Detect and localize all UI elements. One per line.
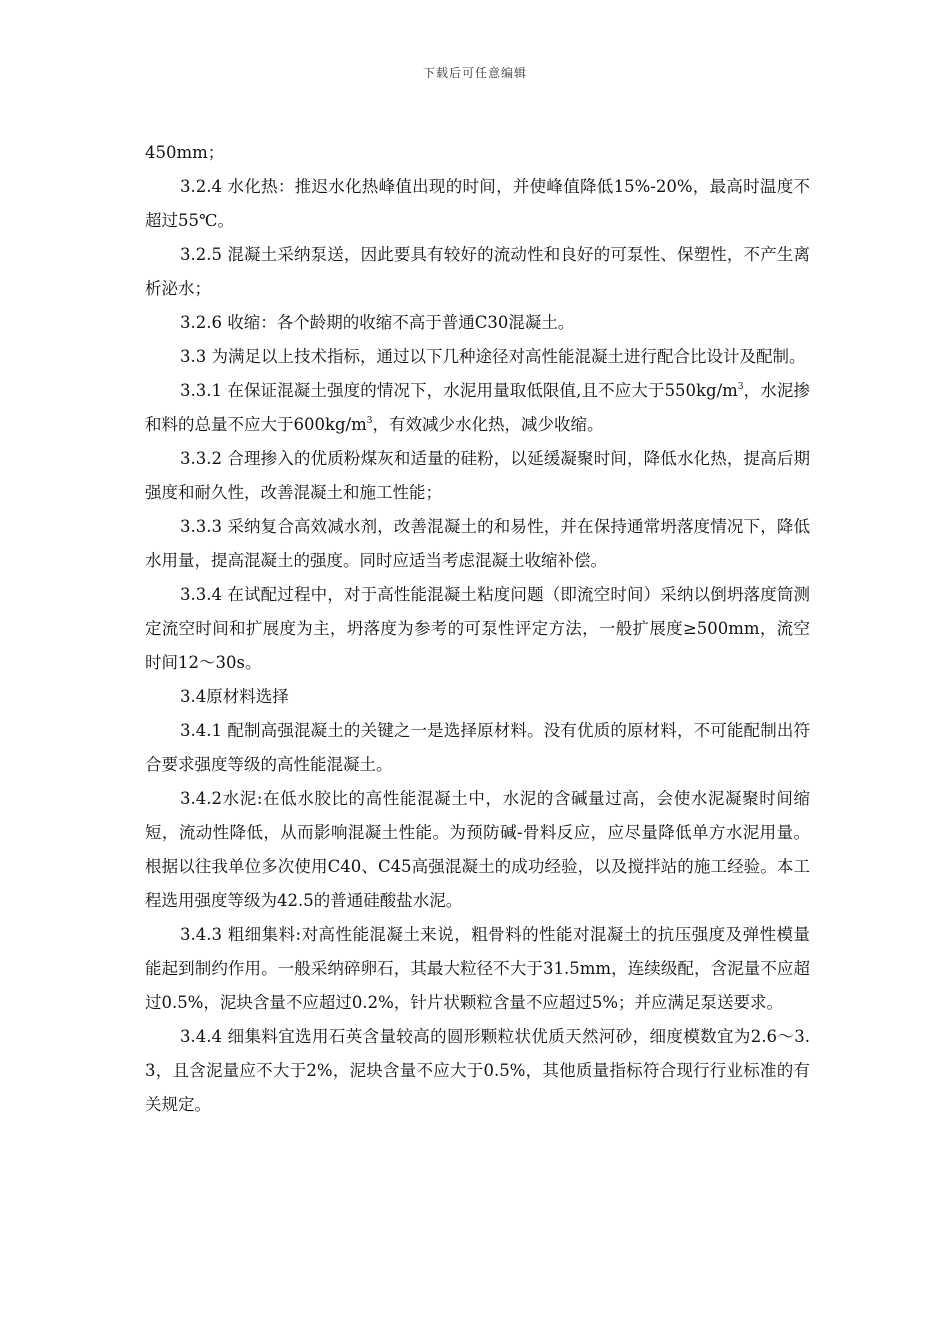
paragraph-3-3-4: 3.3.4 在试配过程中，对于高性能混凝土粘度问题（即流空时间）采纳以倒坍落度筒测定流空时间和扩展度为主，坍落度为参考的可泵性评定方法，一般扩展度≥500mm，流空时间12～30s。 <box>145 585 810 672</box>
paragraph-3-3-1 <box>145 374 810 442</box>
paragraph-3-4-1: 3.4.1 配制高强混凝土的关键之一是选择原材料。没有优质的原材料，不可能配制出符合要求强度等级的高性能混凝土。 <box>145 721 810 774</box>
paragraph-3-2-5: 3.2.5 混凝土采纳泵送，因此要具有较好的流动性和良好的可泵性、保塑性，不产生离析泌水； <box>145 245 810 298</box>
page-header: 下载后可任意编辑 <box>422 66 527 80</box>
paragraph-3-3-1-part-c: ，有效减少水化热，减少收缩。 <box>372 415 604 434</box>
paragraph-3-3-1-part-b: ，水泥掺和料的总量不应大于600kg/m <box>145 381 811 434</box>
paragraph-450mm: 450mm； <box>145 143 225 162</box>
paragraph-3-2-4: 3.2.4 水化热：推迟水化热峰值出现的时间，并使峰值降低15%-20%，最高时温度不超过55℃。 <box>145 177 810 230</box>
paragraph-3-3: 3.3 为满足以上技术指标，通过以下几种途径对高性能混凝土进行配合比设计及配制。 <box>180 347 806 366</box>
paragraph-3-4-2: 3.4.2水泥:在低水胶比的高性能混凝土中，水泥的含碱量过高，会使水泥凝聚时间缩短，流动性降低，从而影响混凝土性能。为预防碱-骨料反应，应尽量降低单方水泥用量。根据以往我单位多次使用C40、C45高强混凝土的成功经验，以及搅拌站的施工经验。本工程选用强度等级为42.5的普通硅酸盐水泥。 <box>145 789 810 910</box>
paragraph-3-2-6: 3.2.6 收缩：各个龄期的收缩不高于普通C30混凝土。 <box>180 313 575 332</box>
document-body <box>145 136 810 1122</box>
superscript-cubed: 3 <box>366 416 373 426</box>
paragraph-3-4-3: 3.4.3 粗细集料:对高性能混凝土来说，粗骨料的性能对混凝土的抗压强度及弹性模量能起到制约作用。一般采纳碎卵石，其最大粒径不大于31.5mm，连续级配，含泥量不应超过0.5%，泥块含量不应超过0.2%，针片状颗粒含量不应超过5%；并应满足泵送要求。 <box>145 925 810 1012</box>
paragraph-3-4-4: 3.4.4 细集料宜选用石英含量较高的圆形颗粒状优质天然河砂，细度模数宜为2.6～3.3，且含泥量应不大于2%，泥块含量不应大于0.5%，其他质量指标符合现行行业标准的有关规定。 <box>145 1027 810 1114</box>
superscript-cubed: 3 <box>737 382 744 392</box>
paragraph-3-3-2: 3.3.2 合理掺入的优质粉煤灰和适量的硅粉，以延缓凝聚时间，降低水化热，提高后期强度和耐久性，改善混凝土和施工性能； <box>145 449 810 502</box>
paragraph-3-3-3: 3.3.3 采纳复合高效减水剂，改善混凝土的和易性，并在保持通常坍落度情况下，降低水用量，提高混凝土的强度。同时应适当考虑混凝土收缩补偿。 <box>145 517 810 570</box>
section-heading-3-4: 3.4原材料选择 <box>180 687 289 706</box>
paragraph-3-3-1-part-a: 3.3.1 在保证混凝土强度的情况下，水泥用量取低限值,且不应大于550kg/m <box>180 381 738 400</box>
